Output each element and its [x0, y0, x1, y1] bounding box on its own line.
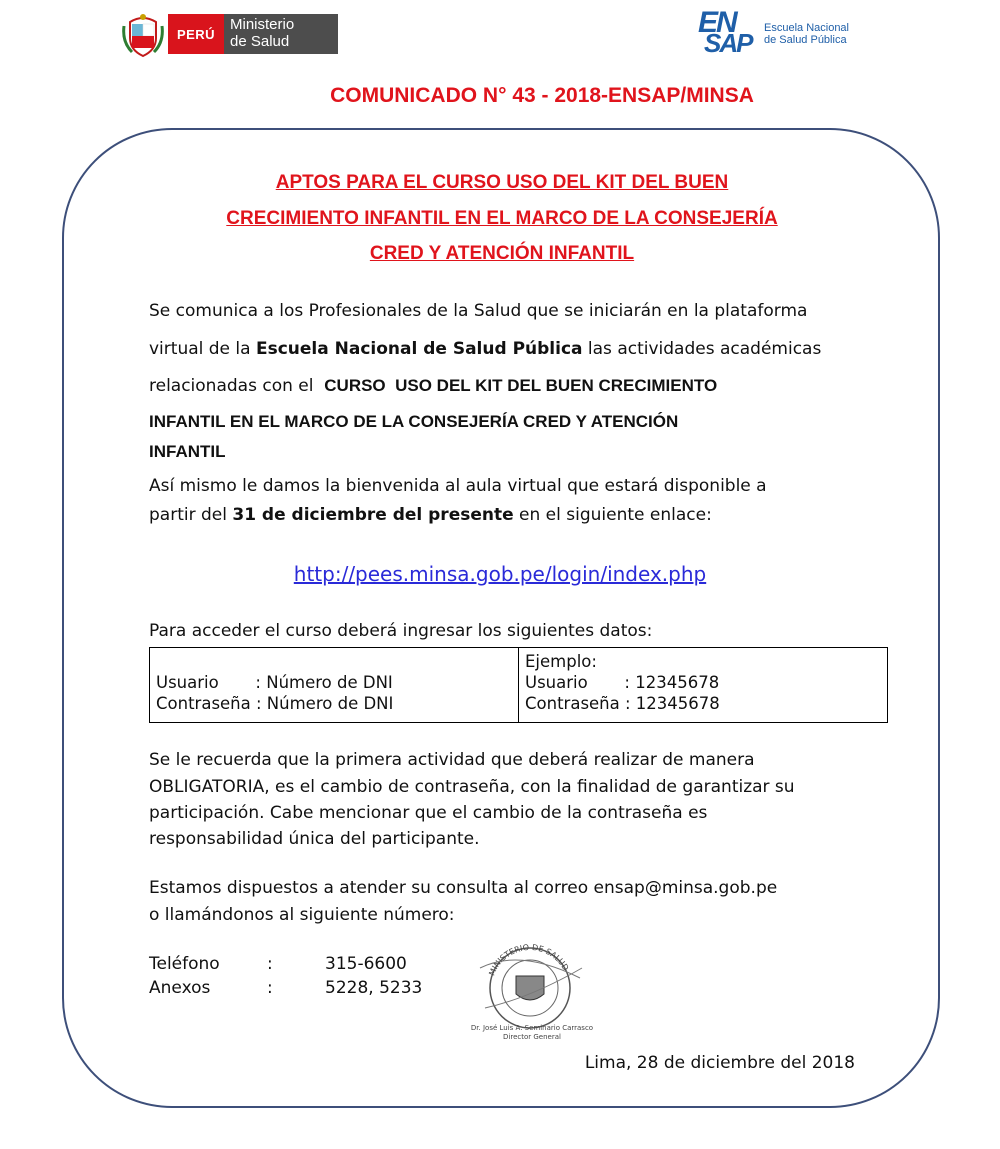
example-label: Ejemplo: — [525, 652, 597, 671]
extensions-label: Anexos — [149, 978, 211, 998]
minsa-wordmark — [168, 14, 338, 54]
ensap-mark-icon: EN SAP — [698, 6, 752, 58]
ensap-name: Escuela Nacional de Salud Pública — [764, 22, 849, 46]
stamp-ring-text: MINISTERIO DE SALUD — [487, 942, 571, 977]
extensions-separator: : — [267, 978, 273, 998]
extensions-value: 5228, 5233 — [325, 978, 423, 998]
paragraph-3-line-1: Se le recuerda que la primera actividad que deberá realizar de manera — [149, 750, 755, 770]
paragraph-3-line-3: participación. Cabe mencionar que el cambio de la contraseña es — [149, 803, 708, 823]
page-title: COMUNICADO N° 43 - 2018-ENSAP/MINSA — [330, 84, 754, 107]
user-format-row: Usuario : Número de DNI — [156, 673, 393, 692]
subtitle-line-1: APTOS PARA EL CURSO USO DEL KIT DEL BUEN — [275, 172, 729, 193]
subtitle-line-3: CRED Y ATENCIÓN INFANTIL — [369, 243, 635, 264]
peru-coat-of-arms-icon — [122, 12, 164, 58]
phone-value: 315-6600 — [325, 954, 407, 974]
paragraph-4-line-1: Estamos dispuestos a atender su consulta al correo ensap@minsa.gob.pe — [149, 878, 778, 898]
phone-separator: : — [267, 954, 273, 974]
credentials-example-cell — [519, 648, 887, 722]
password-format-row: Contraseña : Número de DNI — [156, 694, 394, 713]
credentials-table — [149, 647, 888, 723]
phone-label: Teléfono — [149, 954, 220, 974]
paragraph-1-line-1: Se comunica a los Profesionales de la Salud que se iniciarán en la plataforma — [149, 301, 808, 321]
paragraph-3-line-2: OBLIGATORIA, es el cambio de contraseña, con la finalidad de garantizar su — [149, 777, 795, 797]
user-example-row: Usuario : 12345678 — [525, 673, 720, 692]
date-line: Lima, 28 de diciembre del 2018 — [584, 1053, 855, 1073]
peru-label: PERÚ — [168, 14, 224, 54]
ministry-label: Ministerio de Salud — [224, 14, 338, 54]
signature-block: Dr. José Luis A. Seminario Carrasco Director General — [470, 1024, 594, 1041]
ensap-logo — [696, 6, 856, 58]
extensions-row — [149, 976, 422, 1000]
paragraph-1-line-4: INFANTIL EN EL MARCO DE LA CONSEJERÍA CRED Y ATENCIÓN — [149, 412, 679, 431]
paragraph-4-line-2: o llamándonos al siguiente número: — [149, 905, 455, 925]
subtitle-line-2: CRECIMIENTO INFANTIL EN EL MARCO DE LA CONSEJERÍA — [226, 208, 778, 229]
credentials-format-cell — [150, 648, 519, 722]
paragraph-1-line-5: INFANTIL — [149, 442, 226, 461]
platform-link[interactable]: http://pees.minsa.gob.pe/login/index.php — [293, 562, 707, 586]
paragraph-2-line-2: partir del 31 de diciembre del presente en el siguiente enlace: — [149, 505, 712, 525]
official-stamp — [470, 938, 594, 1048]
paragraph-3-line-4: responsabilidad única del participante. — [149, 829, 480, 849]
paragraph-1-line-2: virtual de la Escuela Nacional de Salud Pública las actividades académicas — [149, 339, 822, 359]
paragraph-2-line-1: Así mismo le damos la bienvenida al aula virtual que estará disponible a — [149, 476, 767, 496]
paragraph-1-line-3: relacionadas con el CURSO USO DEL KIT DEL BUEN CRECIMIENTO — [149, 376, 718, 396]
minsa-logo — [122, 12, 312, 58]
access-intro: Para acceder el curso deberá ingresar los siguientes datos: — [149, 621, 653, 641]
password-example-row: Contraseña : 12345678 — [525, 694, 720, 713]
phone-row — [149, 952, 407, 976]
